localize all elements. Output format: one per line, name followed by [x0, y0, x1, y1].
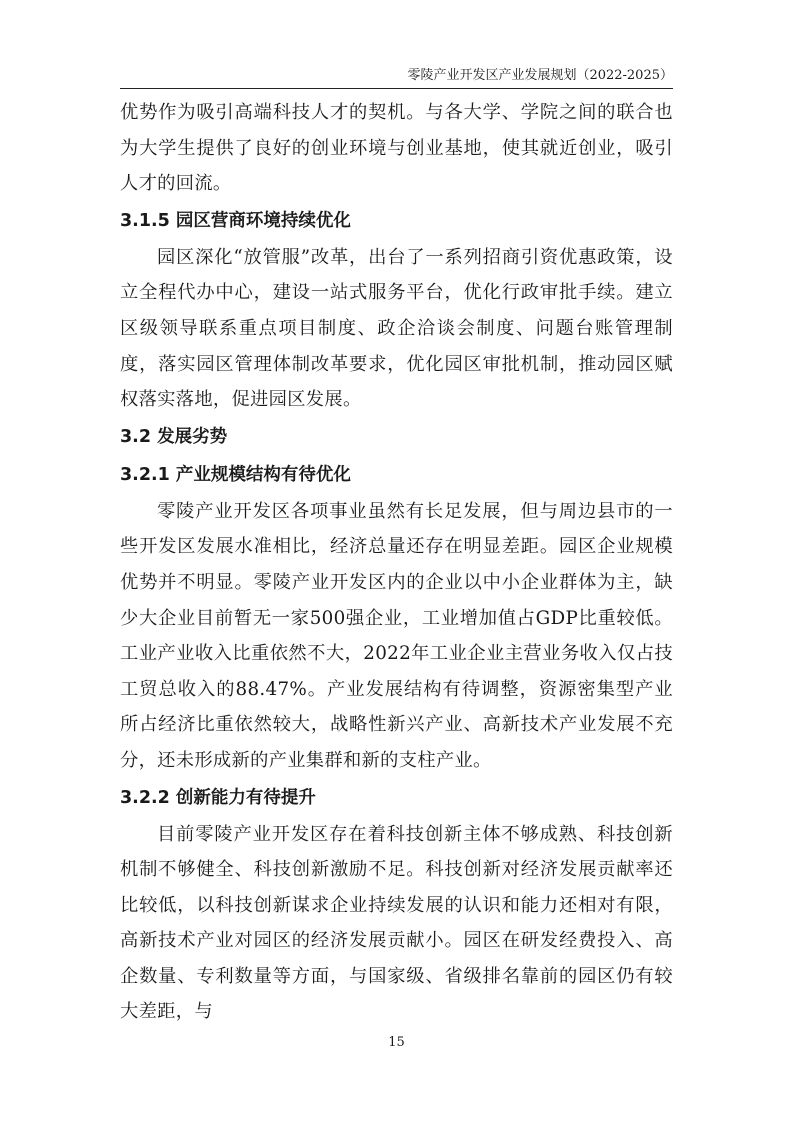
paragraph-innovation-capacity: 目前零陵产业开发区存在着科技创新主体不够成熟、科技创新机制不够健全、科技创新激励不足。科技创新对经济发展贡献率还比较低，以科技创新谋求企业持续发展的认识和能力还相对有限，高新技术产业对园区的经济发展贡献小。园区在研发经费投入、高企数量、专利数量等方面，与国家级、省级排名靠前的园区仍有较大差距，与: [120, 823, 673, 1023]
section-heading-3-2-1: 3.2.1 产业规模结构有待优化: [120, 464, 351, 485]
section-heading-3-2: 3.2 发展劣势: [120, 426, 228, 447]
running-header: [120, 66, 673, 89]
paragraph-continuation: 优势作为吸引高端科技人才的契机。与各大学、学院之间的联合也为大学生提供了良好的创业环境与创业基地，使其就近创业，吸引人才的回流。: [120, 102, 673, 195]
paragraph-business-environment: 园区深化“放管服”改革，出台了一系列招商引资优惠政策，设立全程代办中心，建设一站式服务平台，优化行政审批手续。建立区级领导联系重点项目制度、政企洽谈会制度、问题台账管理制度，落实园区管理体制改革要求，优化园区审批机制，推动园区赋权落实落地，促进园区发展。: [120, 246, 673, 411]
page-number: 15: [388, 1035, 405, 1050]
paragraph-industry-scale: 零陵产业开发区各项事业虽然有长足发展，但与周边县市的一些开发区发展水准相比，经济总量还存在明显差距。园区企业规模优势并不明显。零陵产业开发区内的企业以中小企业群体为主，缺少大企业目前暂无一家500强企业，工业增加值占GDP比重较低。工业产业收入比重依然不大，2022年工业企业主营业务收入仅占技工贸总收入的88.47%。产业发展结构有待调整，资源密集型产业所占经济比重依然较大，战略性新兴产业、高新技术产业发展不充分，还未形成新的产业集群和新的支柱产业。: [120, 500, 673, 771]
page-content: [120, 95, 673, 1030]
running-header-title: 零陵产业开发区产业发展规划（2022-2025）: [407, 68, 673, 83]
section-heading-3-2-2: 3.2.2 创新能力有待提升: [120, 787, 316, 808]
section-heading-3-1-5: 3.1.5 园区营商环境持续优化: [120, 210, 351, 231]
